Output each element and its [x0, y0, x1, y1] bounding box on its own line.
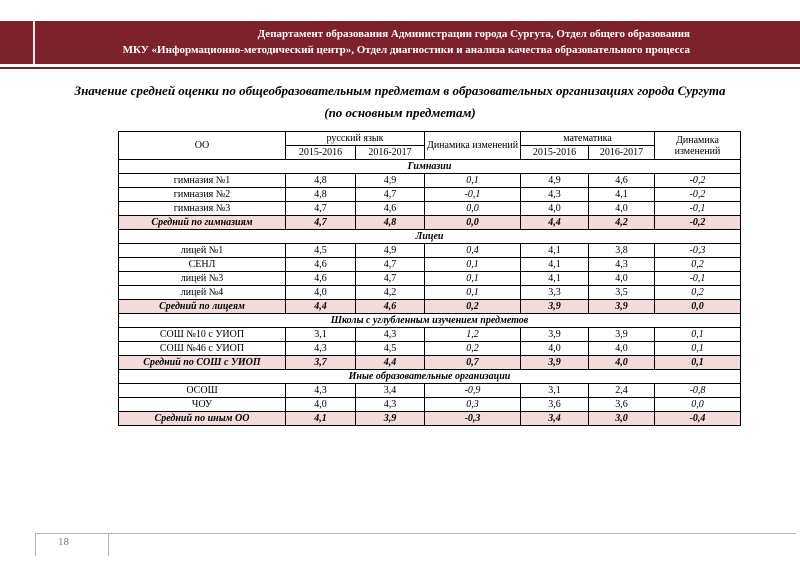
header-band [0, 21, 800, 64]
dynamics-value-cell: -0,1 [655, 272, 741, 286]
grade-value-cell: 3,0 [589, 412, 655, 426]
dynamics-value-cell: -0,9 [425, 384, 521, 398]
average-row [119, 216, 741, 230]
grade-value-cell: 4,8 [286, 188, 356, 202]
grade-value-cell: 3,9 [589, 328, 655, 342]
col-header-math-year2: 2016-2017 [589, 146, 655, 160]
dynamics-value-cell: 0,1 [425, 272, 521, 286]
slide-title-line-1: Значение средней оценки по общеобразовательным предметам в образовательных организациях города Сургута [74, 83, 726, 98]
grade-value-cell: 3,3 [521, 286, 589, 300]
table-row [119, 286, 741, 300]
grade-value-cell: 3,6 [589, 398, 655, 412]
dynamics-value-cell: -0,3 [425, 412, 521, 426]
grade-value-cell: 4,6 [286, 272, 356, 286]
grade-value-cell: 4,5 [286, 244, 356, 258]
grade-value-cell: 4,7 [286, 202, 356, 216]
col-header-dynamics-math: Динамика изменений [655, 132, 741, 160]
dynamics-value-cell: 0,1 [655, 342, 741, 356]
org-name-cell: ЧОУ [119, 398, 286, 412]
org-name-cell: лицей №3 [119, 272, 286, 286]
org-name-cell: Средний по иным ОО [119, 412, 286, 426]
grade-value-cell: 4,3 [521, 188, 589, 202]
grade-value-cell: 2,4 [589, 384, 655, 398]
org-name-cell: СОШ №10 с УИОП [119, 328, 286, 342]
section-title: Школы с углубленным изучением предметов [119, 314, 741, 328]
grade-value-cell: 4,9 [521, 174, 589, 188]
dynamics-value-cell: 0,2 [655, 258, 741, 272]
table-row [119, 342, 741, 356]
header-line-2: МКУ «Информационно-методический центр», Отдел диагностики и анализа качества образовательного процесса [122, 44, 690, 56]
grade-value-cell: 3,5 [589, 286, 655, 300]
average-row [119, 356, 741, 370]
col-group-math: математика [521, 132, 655, 146]
org-name-cell: гимназия №3 [119, 202, 286, 216]
footer-divider-line [35, 533, 796, 534]
header-band-text [123, 26, 690, 58]
grade-value-cell: 4,7 [356, 272, 425, 286]
grade-value-cell: 3,8 [589, 244, 655, 258]
grade-value-cell: 3,9 [521, 356, 589, 370]
grade-value-cell: 4,0 [589, 356, 655, 370]
table-row [119, 174, 741, 188]
org-name-cell: СОШ №46 с УИОП [119, 342, 286, 356]
grade-value-cell: 4,3 [286, 342, 356, 356]
dynamics-value-cell: -0,1 [655, 202, 741, 216]
dynamics-value-cell: 0,1 [425, 286, 521, 300]
org-name-cell: ОСОШ [119, 384, 286, 398]
header-band-underline [0, 67, 800, 69]
dynamics-value-cell: 0,0 [655, 300, 741, 314]
grade-value-cell: 4,8 [356, 216, 425, 230]
col-group-russian: русский язык [286, 132, 425, 146]
grade-value-cell: 3,9 [521, 300, 589, 314]
grade-value-cell: 4,6 [589, 174, 655, 188]
grade-value-cell: 4,6 [286, 258, 356, 272]
section-header-row [119, 370, 741, 384]
grade-value-cell: 4,2 [356, 286, 425, 300]
table-row [119, 188, 741, 202]
table-body [119, 160, 741, 426]
grade-value-cell: 4,1 [521, 272, 589, 286]
grade-value-cell: 4,8 [286, 174, 356, 188]
grade-value-cell: 4,0 [521, 342, 589, 356]
dynamics-value-cell: 0,3 [425, 398, 521, 412]
page-number: 18 [58, 536, 69, 548]
header-line-1: Департамент образования Администрации города Сургута, Отдел общего образования [257, 28, 690, 40]
col-header-russian-year2: 2016-2017 [356, 146, 425, 160]
grade-value-cell: 4,1 [521, 258, 589, 272]
grade-value-cell: 4,1 [521, 244, 589, 258]
col-header-dynamics-russian: Динамика изменений [425, 132, 521, 160]
grade-value-cell: 4,7 [286, 216, 356, 230]
grade-value-cell: 4,4 [356, 356, 425, 370]
org-name-cell: Средний по гимназиям [119, 216, 286, 230]
dynamics-value-cell: -0,1 [425, 188, 521, 202]
dynamics-value-cell: 0,1 [655, 328, 741, 342]
org-name-cell: гимназия №1 [119, 174, 286, 188]
grade-value-cell: 4,0 [286, 398, 356, 412]
dynamics-value-cell: 1,2 [425, 328, 521, 342]
dynamics-value-cell: 0,2 [425, 300, 521, 314]
grade-value-cell: 4,5 [356, 342, 425, 356]
grade-value-cell: 4,6 [356, 300, 425, 314]
grade-value-cell: 4,2 [589, 216, 655, 230]
grade-value-cell: 4,4 [286, 300, 356, 314]
col-header-russian-year1: 2015-2016 [286, 146, 356, 160]
section-header-row [119, 230, 741, 244]
org-name-cell: гимназия №2 [119, 188, 286, 202]
grade-value-cell: 4,3 [356, 328, 425, 342]
grade-value-cell: 3,9 [356, 412, 425, 426]
table-row [119, 328, 741, 342]
table-row [119, 244, 741, 258]
table-row [119, 272, 741, 286]
grade-value-cell: 4,7 [356, 188, 425, 202]
dynamics-value-cell: 0,0 [425, 202, 521, 216]
dynamics-value-cell: -0,4 [655, 412, 741, 426]
grade-value-cell: 4,3 [286, 384, 356, 398]
section-title: Иные образовательные организации [119, 370, 741, 384]
grade-value-cell: 3,1 [286, 328, 356, 342]
col-header-math-year1: 2015-2016 [521, 146, 589, 160]
dynamics-value-cell: -0,3 [655, 244, 741, 258]
grade-value-cell: 4,6 [356, 202, 425, 216]
grade-value-cell: 3,4 [521, 412, 589, 426]
grade-value-cell: 3,9 [589, 300, 655, 314]
grade-value-cell: 4,7 [356, 258, 425, 272]
grade-value-cell: 4,0 [589, 272, 655, 286]
dynamics-value-cell: 0,4 [425, 244, 521, 258]
grades-table [118, 131, 741, 426]
dynamics-value-cell: 0,0 [425, 216, 521, 230]
slide-title-line-2: (по основным предметам) [324, 105, 476, 120]
footer-vertical-tick [108, 533, 109, 556]
dynamics-value-cell: -0,2 [655, 216, 741, 230]
average-row [119, 412, 741, 426]
section-header-row [119, 314, 741, 328]
grade-value-cell: 4,3 [589, 258, 655, 272]
dynamics-value-cell: 0,2 [655, 286, 741, 300]
grade-value-cell: 3,7 [286, 356, 356, 370]
grade-value-cell: 3,6 [521, 398, 589, 412]
header-band-accent-stripe [33, 21, 35, 64]
section-title: Гимназии [119, 160, 741, 174]
dynamics-value-cell: -0,2 [655, 174, 741, 188]
grade-value-cell: 4,0 [589, 342, 655, 356]
dynamics-value-cell: 0,0 [655, 398, 741, 412]
grade-value-cell: 4,1 [589, 188, 655, 202]
dynamics-value-cell: 0,1 [655, 356, 741, 370]
grade-value-cell: 4,1 [286, 412, 356, 426]
footer-left-tick [35, 533, 36, 556]
org-name-cell: лицей №1 [119, 244, 286, 258]
grade-value-cell: 3,1 [521, 384, 589, 398]
col-header-oo: ОО [119, 132, 286, 160]
table-row [119, 398, 741, 412]
table-row [119, 202, 741, 216]
dynamics-value-cell: 0,1 [425, 174, 521, 188]
grade-value-cell: 4,3 [356, 398, 425, 412]
table-row [119, 258, 741, 272]
org-name-cell: СЕНЛ [119, 258, 286, 272]
dynamics-value-cell: -0,8 [655, 384, 741, 398]
grade-value-cell: 4,0 [521, 202, 589, 216]
grade-value-cell: 4,9 [356, 244, 425, 258]
grade-value-cell: 3,9 [521, 328, 589, 342]
org-name-cell: Средний по лицеям [119, 300, 286, 314]
average-row [119, 300, 741, 314]
org-name-cell: лицей №4 [119, 286, 286, 300]
section-header-row [119, 160, 741, 174]
grade-value-cell: 4,4 [521, 216, 589, 230]
section-title: Лицеи [119, 230, 741, 244]
grade-value-cell: 4,0 [589, 202, 655, 216]
grade-value-cell: 4,9 [356, 174, 425, 188]
dynamics-value-cell: 0,7 [425, 356, 521, 370]
dynamics-value-cell: 0,2 [425, 342, 521, 356]
org-name-cell: Средний по СОШ с УИОП [119, 356, 286, 370]
slide-title [0, 80, 800, 124]
grade-value-cell: 4,0 [286, 286, 356, 300]
table-row [119, 384, 741, 398]
dynamics-value-cell: -0,2 [655, 188, 741, 202]
grade-value-cell: 3,4 [356, 384, 425, 398]
dynamics-value-cell: 0,1 [425, 258, 521, 272]
